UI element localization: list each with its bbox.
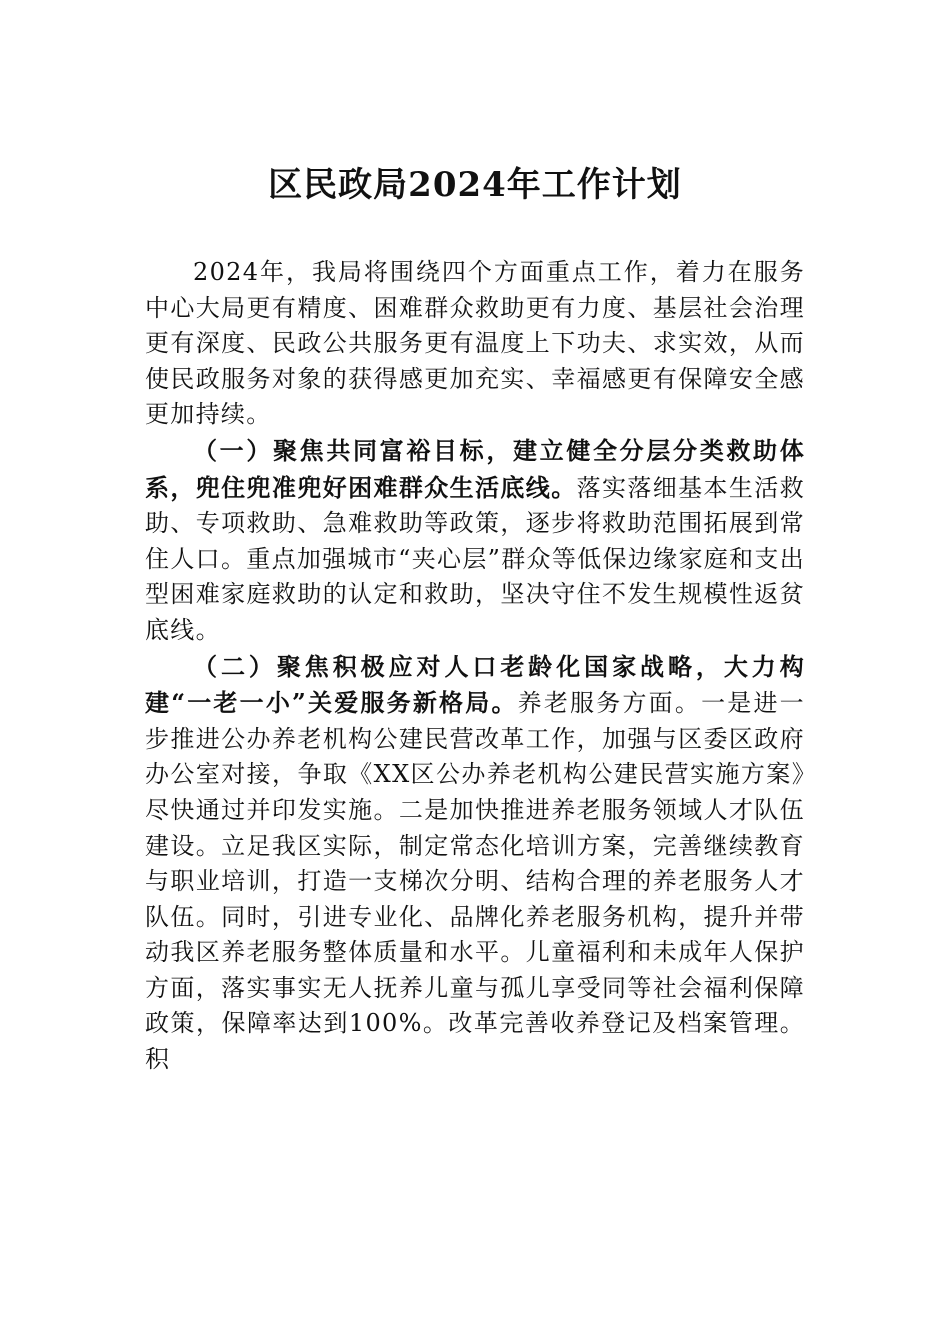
intro-paragraph: 2024年，我局将围绕四个方面重点工作，着力在服务中心大局更有精度、困难群众救助更有力度、基层社会治理更有深度、民政公共服务更有温度上下功夫、求实效，从而使民政服务对象的获得感更加充实、幸福感更有保障安全感更加持续。 [145,258,805,429]
document-title: 区民政局2024年工作计划 [268,165,682,205]
section-1-text: 落实落细基本生活救助、专项救助、急难救助等政策，逐步将救助范围拓展到常住人口。重点加强城市“夹心层”群众等低保边缘家庭和支出型困难家庭救助的认定和救助，坚决守住不发生规模性返贫底线。 [145,473,805,644]
section-2-text: 养老服务方面。一是进一步推进公办养老机构公建民营改革工作，加强与区委区政府办公室对接，争取《XX区公办养老机构公建民营实施方案》尽快通过并印发实施。二是加快推进养老服务领域人才队伍建设。立足我区实际，制定常态化培训方案，完善继续教育与职业培训，打造一支梯次分明、结构合理的养老服务人才队伍。同时，引进专业化、品牌化养老服务机构，提升并带动我区养老服务整体质量和水平。儿童福利和未成年人保护方面，落实事实无人抚养儿童与孤儿享受同等社会福利保障政策，保障率达到100%。改革完善收养登记及档案管理。积 [145,689,805,1074]
section-1-paragraph [145,433,805,649]
document-body [145,255,805,1078]
section-2-heading: （二）聚焦积极应对人口老龄化国家战略，大力构建“一老一小”关爱服务新格局。 [145,651,805,718]
section-2-paragraph [145,649,805,1078]
section-1-heading: （一）聚焦共同富裕目标，建立健全分层分类救助体系，兜住兜准兜好困难群众生活底线。 [145,435,805,502]
